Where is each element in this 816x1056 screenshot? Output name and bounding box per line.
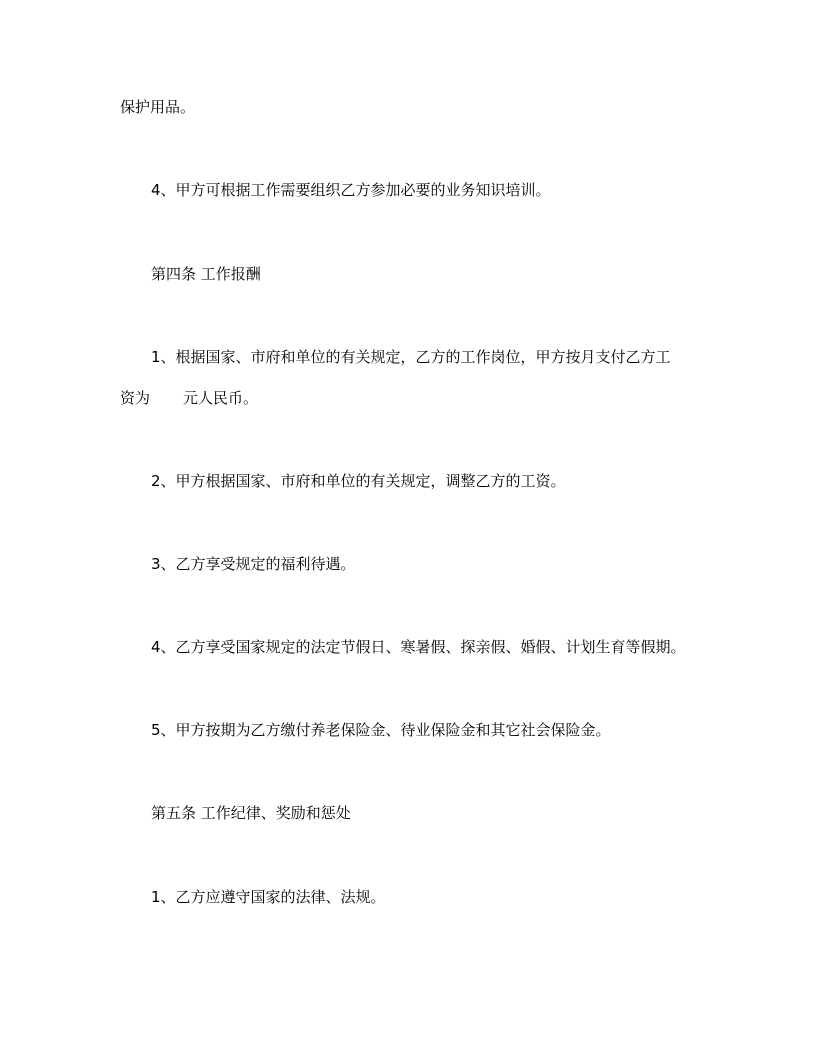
paragraph-insurance: 5、甲方按期为乙方缴付养老保险金、待业保险金和其它社会保险金。	[151, 721, 611, 739]
salary-suffix: 元人民币。	[183, 389, 259, 407]
paragraph-continuation: 保护用品。	[120, 98, 196, 116]
paragraph-welfare: 3、乙方享受规定的福利待遇。	[151, 555, 356, 573]
salary-prefix: 资为	[120, 389, 151, 407]
paragraph-salary-adjustment: 2、甲方根据国家、市府和单位的有关规定，调整乙方的工资。	[151, 472, 566, 490]
paragraph-salary-line-1: 1、根据国家、市府和单位的有关规定，乙方的工作岗位，甲方按月支付乙方工	[151, 348, 671, 366]
paragraph-salary-line-2	[120, 388, 258, 408]
paragraph-training: 4、甲方可根据工作需要组织乙方参加必要的业务知识培训。	[151, 181, 551, 199]
section-heading-article-4: 第四条 工作报酬	[151, 265, 261, 283]
section-heading-article-5: 第五条 工作纪律、奖励和惩处	[151, 804, 351, 822]
paragraph-holidays: 4、乙方享受国家规定的法定节假日、寒暑假、探亲假、婚假、计划生育等假期。	[151, 638, 686, 656]
paragraph-laws: 1、乙方应遵守国家的法律、法规。	[151, 888, 386, 906]
